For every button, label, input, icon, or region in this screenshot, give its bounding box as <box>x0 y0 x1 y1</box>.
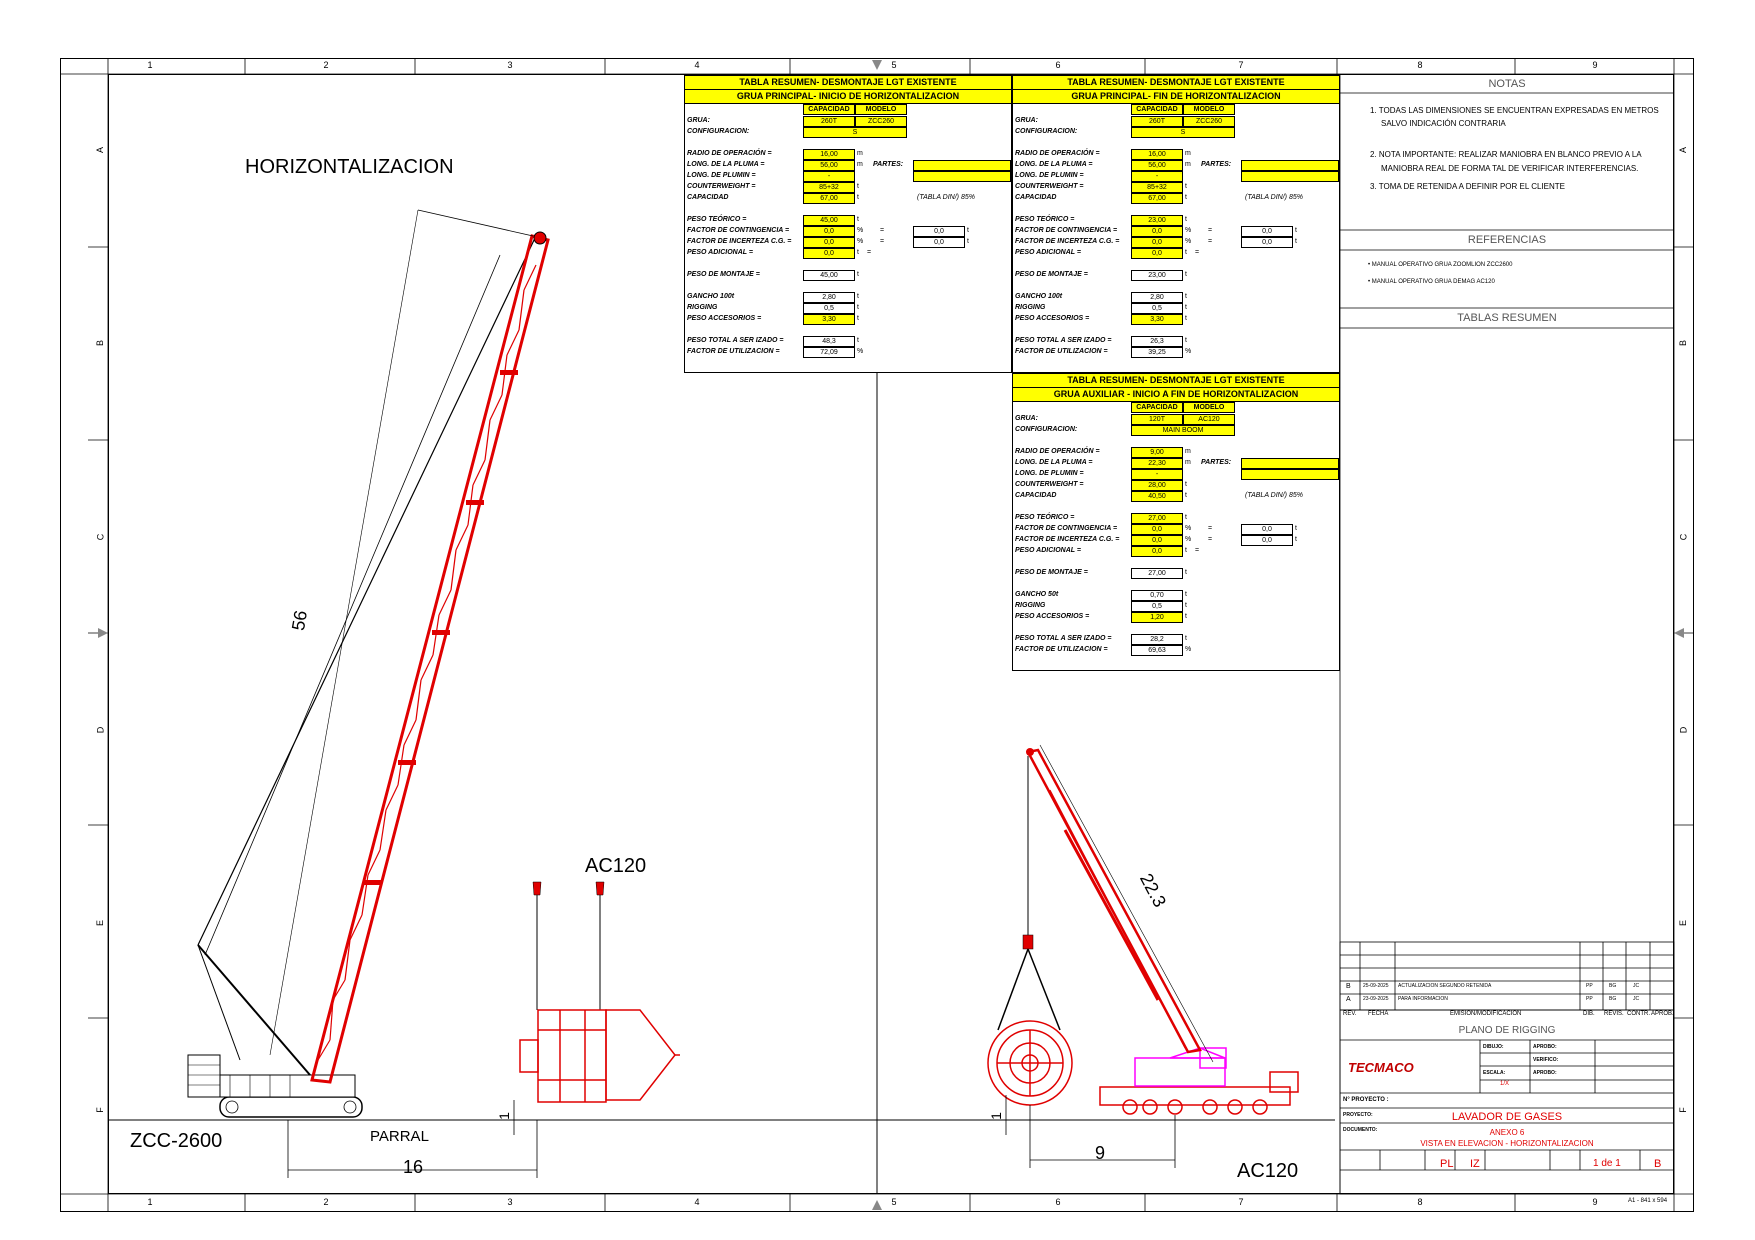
unit: % <box>1185 238 1192 245</box>
rigging-value: 0,5 <box>1131 601 1183 612</box>
unit: t <box>1185 293 1187 300</box>
unit: t <box>857 315 859 322</box>
aprob-header: APROB. <box>1651 1011 1674 1017</box>
dibujo-label: DIBUJO: <box>1483 1044 1504 1050</box>
notes-title: NOTAS <box>1488 78 1526 90</box>
references-title: REFERENCIAS <box>1467 234 1547 246</box>
hoja-value: 1 de 1 <box>1593 1158 1621 1169</box>
gancho-label: GANCHO 50t <box>1015 591 1059 598</box>
rigging-label: RIGGING <box>1015 304 1046 311</box>
unit: % <box>857 227 864 234</box>
documento-label: DOCUMENTO: <box>1343 1127 1378 1133</box>
reference-2: • MANUAL OPERATIVO GRUA DEMAG AC120 <box>1368 279 1495 285</box>
unit: t <box>1185 304 1187 311</box>
col-label-3-bottom: 3 <box>507 1197 513 1207</box>
equals: = <box>1195 249 1200 256</box>
row-label-a: A <box>95 146 106 154</box>
unit: t <box>1295 525 1297 532</box>
gancho-label: GANCHO 100t <box>687 293 735 300</box>
fi-value: 0,0 <box>1131 535 1183 546</box>
acc-label: PESO ACCESORIOS = <box>1015 613 1090 620</box>
cap-label: CAPACIDAD <box>1015 194 1057 201</box>
pa-label: PESO ADICIONAL = <box>1015 547 1081 554</box>
fc-value: 0,0 <box>803 226 855 237</box>
equals: = <box>1208 525 1213 532</box>
table-title: TABLA RESUMEN- DESMONTAJE LGT EXISTENTE <box>1013 374 1339 388</box>
grua-cap: 260T <box>1131 116 1183 127</box>
pluma-label: LONG. DE LA PLUMA = <box>687 161 765 168</box>
unit: t <box>1185 481 1187 488</box>
rev-a-desc: PARA INFORMACION <box>1398 996 1448 1002</box>
fu-label: FACTOR DE UTILIZACION = <box>1015 348 1108 355</box>
note-2a: 2. NOTA IMPORTANTE: REALIZAR MANIOBRA EN BLANCO PREVIO A LA <box>1370 150 1642 159</box>
unit: % <box>857 238 864 245</box>
row-label-f: F <box>94 1107 105 1113</box>
config-label: CONFIGURACION: <box>1015 128 1078 135</box>
unit: t <box>1185 249 1187 256</box>
reference-2-text: MANUAL OPERATIVO GRUA DEMAG AC120 <box>1371 279 1495 285</box>
fu-value: 72,09 <box>803 347 855 358</box>
unit: t <box>1185 492 1187 499</box>
pluma-label: LONG. DE LA PLUMA = <box>1015 161 1093 168</box>
unit: m <box>1185 448 1191 455</box>
unit: t <box>1185 194 1187 201</box>
unit: t <box>1185 547 1187 554</box>
fc-label: FACTOR DE CONTINGENCIA = <box>687 227 790 234</box>
col-label-8: 8 <box>1417 60 1423 70</box>
equals: = <box>1208 536 1213 543</box>
pm-label: PESO DE MONTAJE = <box>1015 569 1088 576</box>
radio-value: 9,00 <box>1131 447 1183 458</box>
col-label-5-bottom: 5 <box>891 1197 897 1207</box>
fu-label: FACTOR DE UTILIZACION = <box>1015 646 1108 653</box>
col-label-6: 6 <box>1055 60 1061 70</box>
unit: t <box>857 216 859 223</box>
cw-label: COUNTERWEIGHT = <box>687 183 756 190</box>
total-value: 26,3 <box>1131 336 1183 347</box>
tabla-din: (TABLA DIN/) 85% <box>917 194 975 201</box>
partes-label: PARTES: <box>873 161 904 168</box>
escala-label: ESCALA: <box>1483 1070 1506 1076</box>
rev-b-dib: PP <box>1586 983 1593 989</box>
unit: t <box>857 194 859 201</box>
col-label-7-bottom: 7 <box>1238 1197 1244 1207</box>
acc-value: 1,20 <box>1131 612 1183 623</box>
gancho-value: 2,80 <box>1131 292 1183 303</box>
unit: t <box>857 271 859 278</box>
unit: t <box>1295 536 1297 543</box>
col-label-7: 7 <box>1238 60 1244 70</box>
unit: t <box>857 304 859 311</box>
especialidad-value: IZ <box>1470 1158 1480 1170</box>
peso-teo-value: 45,00 <box>803 215 855 226</box>
fc-label: FACTOR DE CONTINGENCIA = <box>1015 227 1118 234</box>
radio-label: RADIO DE OPERACIÓN = <box>1015 448 1100 455</box>
row-label-d-right: D <box>1678 726 1689 734</box>
fi-label: FACTOR DE INCERTEZA C.G. = <box>687 238 792 245</box>
unit: t <box>1185 514 1187 521</box>
pm-label: PESO DE MONTAJE = <box>687 271 760 278</box>
note-1b: SALVO INDICACIÓN CONTRARIA <box>1381 119 1506 128</box>
config-label: CONFIGURACION: <box>1015 426 1078 433</box>
rev-b-contr: JC <box>1633 983 1640 989</box>
aux-crane-label-bottom: AC120 <box>1237 1160 1299 1182</box>
proyecto-label: PROYECTO: <box>1343 1112 1373 1118</box>
pa-label: PESO ADICIONAL = <box>687 249 753 256</box>
table-title: TABLA RESUMEN- DESMONTAJE LGT EXISTENTE <box>685 76 1011 90</box>
plano-title: PLANO DE RIGGING <box>1458 1025 1556 1036</box>
unit: t <box>1295 227 1297 234</box>
fi-value: 0,0 <box>1131 237 1183 248</box>
rev-header: REV. <box>1343 1011 1357 1017</box>
unit: t <box>1185 635 1187 642</box>
plumin-value: - <box>1131 469 1183 480</box>
dim-main-height: 1 <box>495 1112 512 1120</box>
grua-label: GRUA: <box>687 117 710 124</box>
col-label-4-bottom: 4 <box>694 1197 700 1207</box>
peso-teo-value: 27,00 <box>1131 513 1183 524</box>
peso-teo-label: PESO TEÓRICO = <box>687 216 747 223</box>
pluma-value: 56,00 <box>1131 160 1183 171</box>
acc-label: PESO ACCESORIOS = <box>687 315 762 322</box>
rev-a-dib: PP <box>1586 996 1593 1002</box>
col-label-4: 4 <box>694 60 700 70</box>
equals: = <box>1208 238 1213 245</box>
rigging-label: RIGGING <box>687 304 718 311</box>
fi-label: FACTOR DE INCERTEZA C.G. = <box>1015 536 1120 543</box>
pm-value: 45,00 <box>803 270 855 281</box>
unit: t <box>1185 591 1187 598</box>
tecmaco-logo: TECMACO <box>1348 1060 1414 1075</box>
table-subtitle: GRUA AUXILIAR - INICIO A FIN DE HORIZONTALIZACION <box>1013 388 1339 402</box>
unit: % <box>1185 348 1192 355</box>
unit: t <box>857 249 859 256</box>
vista-value: VISTA EN ELEVACION - HORIZONTALIZACION <box>1420 1139 1594 1148</box>
cw-label: COUNTERWEIGHT = <box>1015 183 1084 190</box>
equals: = <box>1208 227 1213 234</box>
fu-label: FACTOR DE UTILIZACION = <box>687 348 780 355</box>
pluma-value: 56,00 <box>803 160 855 171</box>
col-label-8-bottom: 8 <box>1417 1197 1423 1207</box>
acc-value: 3,30 <box>803 314 855 325</box>
cap-label: CAPACIDAD <box>687 194 729 201</box>
col-modelo: MODELO <box>855 104 907 115</box>
summary-tables-title: TABLAS RESUMEN <box>1457 312 1557 324</box>
rev-a-date: 23-09-2025 <box>1363 996 1389 1002</box>
unit: m <box>857 150 863 157</box>
unit: m <box>857 161 863 168</box>
proyecto-num-label: N° PROYECTO : <box>1343 1097 1389 1103</box>
rigging-value: 0,5 <box>803 303 855 314</box>
equals: = <box>880 227 885 234</box>
unit: % <box>1185 536 1192 543</box>
gancho-value: 2,80 <box>803 292 855 303</box>
unit: t <box>857 293 859 300</box>
unit: m <box>1185 150 1191 157</box>
plumin-label: LONG. DE PLUMIN = <box>1015 172 1084 179</box>
row-label-e-right: E <box>1678 919 1689 927</box>
sheet-size: A1 - 841 x 594 <box>1628 1198 1668 1204</box>
drawing-title: HORIZONTALIZACION <box>245 156 454 178</box>
partes-label: PARTES: <box>1201 459 1232 466</box>
total-value: 48,3 <box>803 336 855 347</box>
col-modelo: MODELO <box>1183 104 1235 115</box>
rev-b-desc: ACTUALIZACION SEGUNDO RETENIDA <box>1398 983 1492 989</box>
unit: t <box>1185 613 1187 620</box>
grua-model: ZCC260 <box>855 116 907 127</box>
main-crane-label: ZCC-2600 <box>130 1130 223 1152</box>
radio-label: RADIO DE OPERACIÓN = <box>1015 150 1100 157</box>
escala-value: 1/X <box>1500 1081 1510 1087</box>
total-label: PESO TOTAL A SER IZADO = <box>687 337 784 344</box>
row-label-d: D <box>95 726 106 734</box>
grua-label: GRUA: <box>1015 117 1038 124</box>
total-label: PESO TOTAL A SER IZADO = <box>1015 635 1112 642</box>
plumin-value: - <box>1131 171 1183 182</box>
rev-a: A <box>1346 996 1351 1003</box>
fc-value-2: 0,0 <box>1241 226 1293 237</box>
row-label-c-right: C <box>1678 533 1689 541</box>
equals: = <box>1195 547 1200 554</box>
verifico-label: VERIFICO: <box>1533 1057 1559 1063</box>
aprobo-label: APROBO: <box>1533 1044 1557 1050</box>
unit: t <box>967 227 969 234</box>
plumin-label: LONG. DE PLUMIN = <box>1015 470 1084 477</box>
row-label-a-right: A <box>1678 146 1689 154</box>
unit: t <box>1185 183 1187 190</box>
rigging-value: 0,5 <box>1131 303 1183 314</box>
radio-value: 16,00 <box>803 149 855 160</box>
proyecto-value: LAVADOR DE GASES <box>1451 1111 1563 1123</box>
tabla-din: (TABLA DIN/) 85% <box>1245 194 1303 201</box>
peso-teo-value: 23,00 <box>1131 215 1183 226</box>
unit: t <box>1185 271 1187 278</box>
unit: t <box>1185 315 1187 322</box>
cw-value: 85+32 <box>803 182 855 193</box>
table-subtitle: GRUA PRINCIPAL- INICIO DE HORIZONTALIZACION <box>685 90 1011 104</box>
radio-label: RADIO DE OPERACIÓN = <box>687 150 772 157</box>
col-capacidad: CAPACIDAD <box>1131 104 1183 115</box>
revis-header: REVIS. <box>1604 1011 1624 1017</box>
table-subtitle: GRUA PRINCIPAL- FIN DE HORIZONTALIZACION <box>1013 90 1339 104</box>
fi-value-2: 0,0 <box>913 237 965 248</box>
reference-1: • MANUAL OPERATIVO GRUA ZOOMLION ZCC2600 <box>1368 262 1513 268</box>
unit: % <box>1185 525 1192 532</box>
unit: % <box>1185 227 1192 234</box>
grua-label: GRUA: <box>1015 415 1038 422</box>
row-label-b: B <box>95 339 106 347</box>
pa-value: 0,0 <box>803 248 855 259</box>
unit: % <box>857 348 864 355</box>
dim-boom-main: 56 <box>287 608 312 633</box>
col-label-9-bottom: 9 <box>1592 1197 1598 1207</box>
partes-label: PARTES: <box>1201 161 1232 168</box>
unit: % <box>1185 646 1192 653</box>
anexo-value: ANEXO 6 <box>1489 1128 1525 1137</box>
col-capacidad: CAPACIDAD <box>1131 402 1183 413</box>
rev-a-contr: JC <box>1633 996 1640 1002</box>
equals: = <box>880 238 885 245</box>
contr-header: CONTR. <box>1627 1011 1650 1017</box>
config-value: S <box>1131 127 1235 138</box>
col-label-2-bottom: 2 <box>323 1197 329 1207</box>
config-label: CONFIGURACION: <box>687 128 750 135</box>
cap-label: CAPACIDAD <box>1015 492 1057 499</box>
table-title: TABLA RESUMEN- DESMONTAJE LGT EXISTENTE <box>1013 76 1339 90</box>
fi-value-2: 0,0 <box>1241 237 1293 248</box>
cap-value: 67,00 <box>803 193 855 204</box>
fi-value-2: 0,0 <box>1241 535 1293 546</box>
row-label-b-right: B <box>1678 339 1689 347</box>
config-value: S <box>803 127 907 138</box>
aux-crane-label-top: AC120 <box>585 855 647 877</box>
radio-value: 16,00 <box>1131 149 1183 160</box>
plumin-label: LONG. DE PLUMIN = <box>687 172 756 179</box>
peso-teo-label: PESO TEÓRICO = <box>1015 514 1075 521</box>
col-label-1-bottom: 1 <box>147 1197 153 1207</box>
fc-value-2: 0,0 <box>913 226 965 237</box>
pa-value: 0,0 <box>1131 248 1183 259</box>
cw-value: 28,00 <box>1131 480 1183 491</box>
row-label-f-right: F <box>1677 1107 1688 1113</box>
col-label-5: 5 <box>891 60 897 70</box>
unit: t <box>1185 337 1187 344</box>
unit: t <box>857 337 859 344</box>
cap-value: 67,00 <box>1131 193 1183 204</box>
fc-value-2: 0,0 <box>1241 524 1293 535</box>
cap-value: 40,50 <box>1131 491 1183 502</box>
plumin-value: - <box>803 171 855 182</box>
unit: t <box>1295 238 1297 245</box>
gancho-value: 0,70 <box>1131 590 1183 601</box>
col-label-2: 2 <box>323 60 329 70</box>
fc-value: 0,0 <box>1131 524 1183 535</box>
total-value: 28,2 <box>1131 634 1183 645</box>
cw-value: 85+32 <box>1131 182 1183 193</box>
unit: t <box>967 238 969 245</box>
dib-header: DIB. <box>1583 1011 1595 1017</box>
pm-value: 23,00 <box>1131 270 1183 281</box>
cw-label: COUNTERWEIGHT = <box>1015 481 1084 488</box>
pm-label: PESO DE MONTAJE = <box>1015 271 1088 278</box>
equals: = <box>867 249 872 256</box>
pa-value: 0,0 <box>1131 546 1183 557</box>
fu-value: 39,25 <box>1131 347 1183 358</box>
col-label-9: 9 <box>1592 60 1598 70</box>
unit: t <box>1185 602 1187 609</box>
dim-aux-radius: 9 <box>1095 1143 1106 1163</box>
unit: t <box>857 183 859 190</box>
config-value: MAIN BOOM <box>1131 425 1235 436</box>
emision-header: EMISION/MODIFICACION <box>1450 1011 1522 1017</box>
pluma-label: LONG. DE LA PLUMA = <box>1015 459 1093 466</box>
fu-value: 69,63 <box>1131 645 1183 656</box>
aprobo2-label: APROBO: <box>1533 1070 1557 1076</box>
acc-value: 3,30 <box>1131 314 1183 325</box>
total-label: PESO TOTAL A SER IZADO = <box>1015 337 1112 344</box>
pluma-value: 22,30 <box>1131 458 1183 469</box>
reference-1-text: MANUAL OPERATIVO GRUA ZOOMLION ZCC2600 <box>1371 262 1513 268</box>
row-label-e: E <box>95 919 106 927</box>
gancho-label: GANCHO 100t <box>1015 293 1063 300</box>
grua-cap: 120T <box>1131 414 1183 425</box>
col-capacidad: CAPACIDAD <box>803 104 855 115</box>
rev-b: B <box>1346 983 1351 990</box>
grua-cap: 260T <box>803 116 855 127</box>
fecha-header: FECHA <box>1368 1011 1389 1017</box>
rev-value: B <box>1654 1158 1662 1170</box>
unit: t <box>1185 569 1187 576</box>
rev-a-rev: BG <box>1609 996 1617 1002</box>
tipo-doc-value: PL <box>1440 1158 1454 1170</box>
dim-aux-height: 1 <box>987 1112 1004 1120</box>
pm-value: 27,00 <box>1131 568 1183 579</box>
note-3: 3. TOMA DE RETENIDA A DEFINIR POR EL CLIENTE <box>1370 182 1566 191</box>
acc-label: PESO ACCESORIOS = <box>1015 315 1090 322</box>
rigging-label: RIGGING <box>1015 602 1046 609</box>
note-1a: 1. TODAS LAS DIMENSIONES SE ENCUENTRAN EXPRESADAS EN METROS <box>1370 106 1659 115</box>
unit: m <box>1185 459 1191 466</box>
fi-value: 0,0 <box>803 237 855 248</box>
fc-label: FACTOR DE CONTINGENCIA = <box>1015 525 1118 532</box>
pa-label: PESO ADICIONAL = <box>1015 249 1081 256</box>
col-label-3: 3 <box>507 60 513 70</box>
col-label-6-bottom: 6 <box>1055 1197 1061 1207</box>
unit: t <box>1185 216 1187 223</box>
col-label-1: 1 <box>147 60 153 70</box>
peso-teo-label: PESO TEÓRICO = <box>1015 216 1075 223</box>
col-modelo: MODELO <box>1183 402 1235 413</box>
row-label-c: C <box>95 533 106 541</box>
fi-label: FACTOR DE INCERTEZA C.G. = <box>1015 238 1120 245</box>
rev-b-rev: BG <box>1609 983 1617 989</box>
dim-main-radius: 16 <box>403 1157 424 1177</box>
tabla-din: (TABLA DIN/) 85% <box>1245 492 1303 499</box>
dim-boom-aux: 22.3 <box>1135 870 1171 911</box>
fc-value: 0,0 <box>1131 226 1183 237</box>
rev-b-date: 25-09-2025 <box>1363 983 1389 989</box>
location-label: PARRAL <box>370 1128 429 1145</box>
note-2b: MANIOBRA REAL DE FORMA TAL DE VERIFICAR INTERFERENCIAS. <box>1381 164 1639 173</box>
unit: m <box>1185 161 1191 168</box>
grua-model: AC120 <box>1183 414 1235 425</box>
grua-model: ZCC260 <box>1183 116 1235 127</box>
